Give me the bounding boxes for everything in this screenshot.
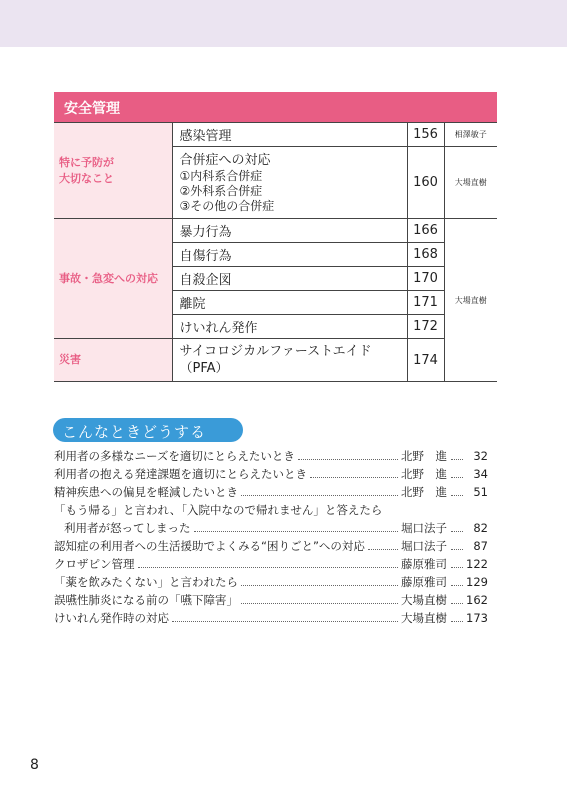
faq-question: 「薬を飲みたくない」と言われたら xyxy=(54,575,238,589)
faq-page: 87 xyxy=(473,539,488,553)
faq-row xyxy=(54,573,488,591)
leader-dots xyxy=(310,477,398,478)
faq-author: 大場直樹 xyxy=(401,593,447,607)
author-cell: 大場直樹 xyxy=(444,219,497,382)
page-ref: 166 xyxy=(407,219,444,243)
item-cell xyxy=(172,243,407,267)
page-ref: 172 xyxy=(407,315,444,339)
faq-row xyxy=(54,519,488,537)
faq-page: 173 xyxy=(466,611,488,625)
faq-row xyxy=(54,555,488,573)
leader-dots xyxy=(451,621,463,622)
faq-page: 32 xyxy=(473,449,488,463)
item-label: サイコロジカルファーストエイド （PFA） xyxy=(179,344,372,376)
page-ref: 156 xyxy=(407,123,444,147)
faq-page: 51 xyxy=(473,485,488,499)
category-label: 事故・急変への対応 xyxy=(59,271,158,285)
faq-list xyxy=(54,447,488,627)
item-cell xyxy=(172,291,407,315)
faq-row xyxy=(54,483,488,501)
faq-author: 大場直樹 xyxy=(401,611,447,625)
faq-row xyxy=(54,447,488,465)
faq-row xyxy=(54,537,488,555)
category-cell xyxy=(54,219,172,339)
faq-author: 堀口法子 xyxy=(401,539,447,553)
item-cell xyxy=(172,147,407,219)
faq-question: 認知症の利用者への生活援助でよくみる“困りごと”への対応 xyxy=(54,539,365,553)
faq-row xyxy=(54,609,488,627)
leader-dots xyxy=(451,585,463,586)
page-ref: 160 xyxy=(407,147,444,219)
leader-dots xyxy=(451,531,463,532)
faq-author: 北野 進 xyxy=(401,449,447,463)
faq-author: 北野 進 xyxy=(401,467,447,481)
leader-dots xyxy=(298,459,398,460)
leader-dots xyxy=(451,459,463,460)
top-band xyxy=(0,0,567,47)
faq-page: 129 xyxy=(466,575,488,589)
item-label: 自殺企図 xyxy=(179,273,232,288)
category-label: 災害 xyxy=(59,353,81,366)
sub-item: ②外科系合併症 xyxy=(179,183,263,198)
faq-page: 122 xyxy=(466,557,488,571)
faq-question: 利用者の多様なニーズを適切にとらえたいとき xyxy=(54,449,295,463)
leader-dots xyxy=(451,603,463,604)
sub-item: ①内科系合併症 xyxy=(179,168,263,183)
faq-question: 誤嚥性肺炎になる前の「嚥下障害」 xyxy=(54,593,238,607)
page-number: 8 xyxy=(30,757,39,773)
author-cell: 相澤敏子 xyxy=(444,123,497,147)
faq-author: 藤原雅司 xyxy=(401,575,447,589)
faq-page: 82 xyxy=(473,521,488,535)
safety-section-title: 安全管理 xyxy=(54,92,497,122)
item-label: 自傷行為 xyxy=(179,249,232,264)
item-cell xyxy=(172,339,407,382)
faq-author: 藤原雅司 xyxy=(401,557,447,571)
category-cell xyxy=(54,123,172,219)
leader-dots xyxy=(451,567,463,568)
leader-dots xyxy=(172,621,398,622)
faq-question: 「もう帰る」と言われ、「入院中なので帰れません」と答えたら xyxy=(54,503,383,517)
faq-section-title: こんなときどうする xyxy=(53,418,243,442)
item-cell xyxy=(172,219,407,243)
leader-dots xyxy=(451,477,463,478)
leader-dots xyxy=(451,495,463,496)
author-cell: 大場直樹 xyxy=(444,147,497,219)
item-label: 合併症への対応 xyxy=(179,152,271,168)
safety-table xyxy=(54,122,497,382)
page-ref: 168 xyxy=(407,243,444,267)
leader-dots xyxy=(241,603,398,604)
page-ref: 171 xyxy=(407,291,444,315)
leader-dots xyxy=(194,531,399,532)
item-label: 離院 xyxy=(179,297,206,312)
faq-author: 北野 進 xyxy=(401,485,447,499)
leader-dots xyxy=(451,549,463,550)
item-cell xyxy=(172,267,407,291)
leader-dots xyxy=(241,585,398,586)
faq-question: 利用者が怒ってしまった xyxy=(64,521,191,535)
leader-dots xyxy=(368,549,398,550)
page-ref: 174 xyxy=(407,339,444,382)
faq-page: 34 xyxy=(473,467,488,481)
faq-question: 利用者の抱える発達課題を適切にとらえたいとき xyxy=(54,467,307,481)
faq-row xyxy=(54,465,488,483)
item-label: 感染管理 xyxy=(179,129,232,144)
faq-question: 精神疾患への偏見を軽減したいとき xyxy=(54,485,238,499)
faq-question: クロザピン管理 xyxy=(54,557,135,571)
item-cell xyxy=(172,315,407,339)
item-label: 暴力行為 xyxy=(179,225,232,240)
faq-question: けいれん発作時の対応 xyxy=(54,611,169,625)
faq-row xyxy=(54,591,488,609)
faq-row xyxy=(54,501,488,519)
leader-dots xyxy=(138,567,399,568)
item-cell xyxy=(172,123,407,147)
item-label: けいれん発作 xyxy=(179,321,258,336)
sub-item: ③その他の合併症 xyxy=(179,198,275,213)
category-cell xyxy=(54,339,172,382)
page-ref: 170 xyxy=(407,267,444,291)
category-label: 特に予防が 大切なこと xyxy=(59,155,114,185)
faq-page: 162 xyxy=(466,593,488,607)
faq-author: 堀口法子 xyxy=(401,521,447,535)
leader-dots xyxy=(241,495,398,496)
